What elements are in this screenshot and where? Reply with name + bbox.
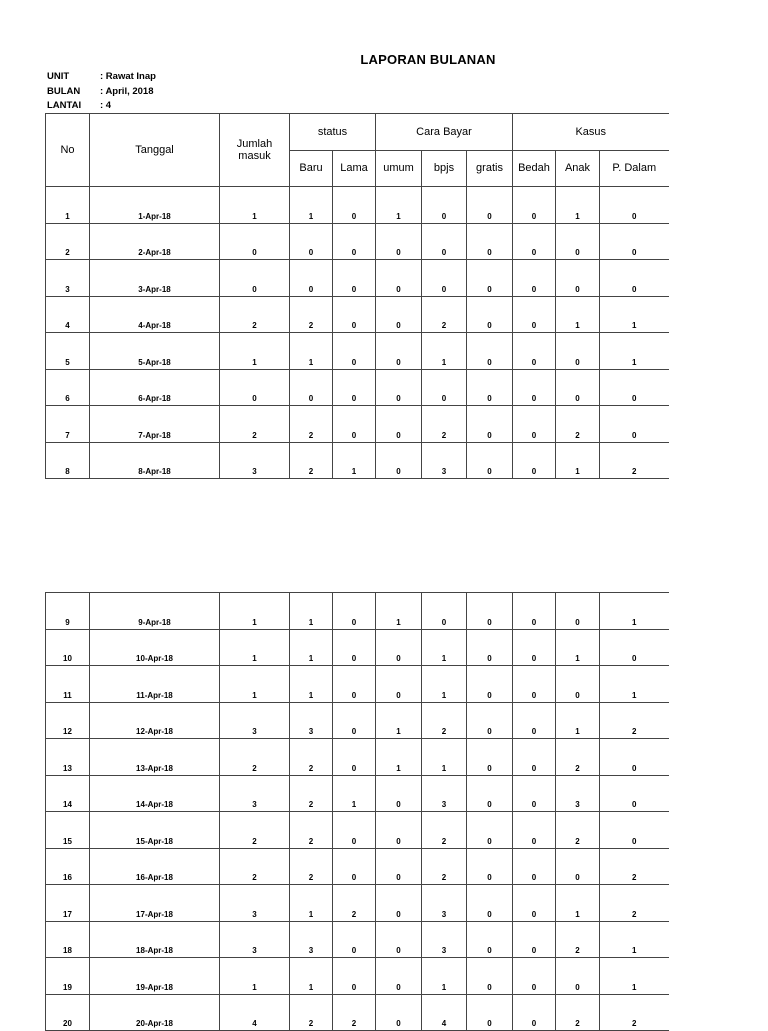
cell-umum: 1 — [376, 187, 422, 224]
meta-bulan — [47, 85, 156, 100]
header-p-dalam: P. Dalam — [600, 150, 669, 187]
table-row — [46, 812, 669, 849]
table-row — [46, 958, 669, 995]
cell-anak: 2 — [556, 994, 600, 1031]
cell-lama: 0 — [333, 593, 376, 630]
cell-lama: 0 — [333, 848, 376, 885]
cell-tanggal: 2-Apr-18 — [90, 223, 220, 260]
table-row — [46, 296, 669, 333]
cell-bedah: 0 — [513, 296, 556, 333]
cell-anak: 1 — [556, 442, 600, 479]
cell-tanggal: 14-Apr-18 — [90, 775, 220, 812]
cell-baru: 1 — [290, 958, 333, 995]
cell-tanggal: 12-Apr-18 — [90, 702, 220, 739]
cell-bedah: 0 — [513, 187, 556, 224]
cell-umum: 1 — [376, 739, 422, 776]
cell-tanggal: 16-Apr-18 — [90, 848, 220, 885]
cell-bpjs: 4 — [422, 994, 467, 1031]
cell-baru: 0 — [290, 260, 333, 297]
table-row — [46, 187, 669, 224]
cell-lama: 0 — [333, 223, 376, 260]
table-row — [46, 702, 669, 739]
cell-umum: 0 — [376, 406, 422, 443]
cell-bedah: 0 — [513, 369, 556, 406]
cell-anak: 0 — [556, 369, 600, 406]
cell-jumlah-masuk: 0 — [220, 223, 290, 260]
cell-bedah: 0 — [513, 812, 556, 849]
cell-p-dalam: 0 — [600, 223, 669, 260]
header-umum: umum — [376, 150, 422, 187]
meta-lantai — [47, 99, 156, 114]
cell-bpjs: 0 — [422, 369, 467, 406]
cell-lama: 2 — [333, 994, 376, 1031]
table-row — [46, 848, 669, 885]
cell-no: 12 — [46, 702, 90, 739]
cell-gratis: 0 — [467, 333, 513, 370]
cell-anak: 1 — [556, 885, 600, 922]
cell-jumlah-masuk: 3 — [220, 775, 290, 812]
cell-gratis: 0 — [467, 885, 513, 922]
cell-lama: 0 — [333, 702, 376, 739]
cell-lama: 0 — [333, 369, 376, 406]
table-row — [46, 406, 669, 443]
meta-key: BULAN — [47, 85, 81, 97]
cell-jumlah-masuk: 3 — [220, 702, 290, 739]
table-row — [46, 666, 669, 703]
cell-tanggal: 7-Apr-18 — [90, 406, 220, 443]
report-table-page-2 — [45, 592, 669, 1031]
table-row — [46, 994, 669, 1031]
cell-bedah: 0 — [513, 739, 556, 776]
cell-umum: 0 — [376, 994, 422, 1031]
cell-bedah: 0 — [513, 702, 556, 739]
table-row — [46, 775, 669, 812]
cell-umum: 1 — [376, 702, 422, 739]
cell-jumlah-masuk: 2 — [220, 406, 290, 443]
cell-tanggal: 9-Apr-18 — [90, 593, 220, 630]
cell-gratis: 0 — [467, 260, 513, 297]
cell-tanggal: 19-Apr-18 — [90, 958, 220, 995]
header-status: status — [290, 114, 376, 151]
cell-anak: 0 — [556, 260, 600, 297]
cell-tanggal: 6-Apr-18 — [90, 369, 220, 406]
cell-bpjs: 1 — [422, 333, 467, 370]
header-tanggal: Tanggal — [90, 114, 220, 187]
cell-tanggal: 11-Apr-18 — [90, 666, 220, 703]
cell-gratis: 0 — [467, 187, 513, 224]
cell-baru: 3 — [290, 702, 333, 739]
cell-no: 20 — [46, 994, 90, 1031]
cell-gratis: 0 — [467, 739, 513, 776]
header-bedah: Bedah — [513, 150, 556, 187]
cell-gratis: 0 — [467, 296, 513, 333]
cell-p-dalam: 2 — [600, 885, 669, 922]
cell-jumlah-masuk: 1 — [220, 666, 290, 703]
cell-no: 19 — [46, 958, 90, 995]
cell-anak: 0 — [556, 333, 600, 370]
meta-key: LANTAI — [47, 100, 82, 111]
cell-umum: 0 — [376, 260, 422, 297]
cell-lama: 0 — [333, 333, 376, 370]
cell-bpjs: 1 — [422, 958, 467, 995]
cell-p-dalam: 0 — [600, 406, 669, 443]
cell-tanggal: 10-Apr-18 — [90, 629, 220, 666]
cell-baru: 1 — [290, 629, 333, 666]
cell-lama: 1 — [333, 442, 376, 479]
cell-bpjs: 2 — [422, 296, 467, 333]
cell-anak: 0 — [556, 848, 600, 885]
table-row — [46, 223, 669, 260]
cell-baru: 2 — [290, 406, 333, 443]
cell-umum: 0 — [376, 848, 422, 885]
cell-no: 17 — [46, 885, 90, 922]
table-row — [46, 442, 669, 479]
cell-tanggal: 13-Apr-18 — [90, 739, 220, 776]
table-row — [46, 921, 669, 958]
cell-gratis: 0 — [467, 848, 513, 885]
cell-lama: 0 — [333, 739, 376, 776]
cell-bedah: 0 — [513, 775, 556, 812]
table-body-page-2 — [46, 593, 669, 1031]
cell-anak: 0 — [556, 958, 600, 995]
cell-anak: 2 — [556, 921, 600, 958]
table-row — [46, 739, 669, 776]
cell-baru: 1 — [290, 885, 333, 922]
cell-no: 16 — [46, 848, 90, 885]
cell-p-dalam: 2 — [600, 442, 669, 479]
cell-lama: 1 — [333, 775, 376, 812]
cell-lama: 0 — [333, 187, 376, 224]
cell-bedah: 0 — [513, 260, 556, 297]
cell-anak: 0 — [556, 666, 600, 703]
cell-bedah: 0 — [513, 629, 556, 666]
cell-baru: 0 — [290, 369, 333, 406]
header-bpjs: bpjs — [422, 150, 467, 187]
cell-umum: 0 — [376, 296, 422, 333]
cell-umum: 0 — [376, 921, 422, 958]
cell-tanggal: 1-Apr-18 — [90, 187, 220, 224]
cell-bpjs: 1 — [422, 666, 467, 703]
cell-lama: 0 — [333, 260, 376, 297]
cell-jumlah-masuk: 1 — [220, 187, 290, 224]
cell-anak: 1 — [556, 702, 600, 739]
cell-no: 9 — [46, 593, 90, 630]
cell-bpjs: 2 — [422, 848, 467, 885]
cell-umum: 0 — [376, 885, 422, 922]
cell-p-dalam: 2 — [600, 994, 669, 1031]
cell-p-dalam: 0 — [600, 739, 669, 776]
cell-no: 14 — [46, 775, 90, 812]
header-jumlah-line1: Jumlah — [236, 138, 273, 150]
report-meta — [47, 70, 156, 114]
cell-tanggal: 3-Apr-18 — [90, 260, 220, 297]
cell-jumlah-masuk: 0 — [220, 260, 290, 297]
cell-p-dalam: 1 — [600, 593, 669, 630]
table-row — [46, 333, 669, 370]
cell-anak: 1 — [556, 296, 600, 333]
cell-bedah: 0 — [513, 442, 556, 479]
cell-no: 2 — [46, 223, 90, 260]
cell-jumlah-masuk: 2 — [220, 296, 290, 333]
cell-bpjs: 2 — [422, 406, 467, 443]
cell-no: 8 — [46, 442, 90, 479]
cell-jumlah-masuk: 3 — [220, 921, 290, 958]
cell-anak: 2 — [556, 739, 600, 776]
cell-no: 1 — [46, 187, 90, 224]
cell-umum: 0 — [376, 958, 422, 995]
cell-umum: 0 — [376, 812, 422, 849]
cell-baru: 1 — [290, 333, 333, 370]
cell-no: 7 — [46, 406, 90, 443]
cell-anak: 0 — [556, 223, 600, 260]
header-gratis: gratis — [467, 150, 513, 187]
cell-p-dalam: 0 — [600, 260, 669, 297]
cell-umum: 0 — [376, 666, 422, 703]
cell-no: 13 — [46, 739, 90, 776]
cell-gratis: 0 — [467, 223, 513, 260]
cell-baru: 1 — [290, 187, 333, 224]
meta-value: : Rawat Inap — [100, 71, 156, 82]
cell-p-dalam: 0 — [600, 775, 669, 812]
cell-baru: 3 — [290, 921, 333, 958]
cell-gratis: 0 — [467, 994, 513, 1031]
header-jumlah-line2: masuk — [238, 150, 271, 162]
cell-baru: 2 — [290, 775, 333, 812]
cell-baru: 1 — [290, 666, 333, 703]
cell-no: 4 — [46, 296, 90, 333]
cell-bpjs: 3 — [422, 885, 467, 922]
cell-gratis: 0 — [467, 958, 513, 995]
cell-bedah: 0 — [513, 406, 556, 443]
cell-umum: 0 — [376, 333, 422, 370]
cell-umum: 0 — [376, 775, 422, 812]
cell-baru: 2 — [290, 812, 333, 849]
cell-no: 15 — [46, 812, 90, 849]
cell-gratis: 0 — [467, 406, 513, 443]
cell-bpjs: 1 — [422, 739, 467, 776]
cell-bedah: 0 — [513, 994, 556, 1031]
cell-jumlah-masuk: 3 — [220, 442, 290, 479]
cell-bpjs: 1 — [422, 629, 467, 666]
cell-jumlah-masuk: 0 — [220, 369, 290, 406]
cell-tanggal: 4-Apr-18 — [90, 296, 220, 333]
header-kasus: Kasus — [513, 114, 669, 151]
cell-jumlah-masuk: 1 — [220, 333, 290, 370]
cell-baru: 2 — [290, 442, 333, 479]
table-row — [46, 369, 669, 406]
header-anak: Anak — [556, 150, 600, 187]
cell-baru: 1 — [290, 593, 333, 630]
cell-lama: 0 — [333, 666, 376, 703]
table-row — [46, 629, 669, 666]
cell-anak: 2 — [556, 812, 600, 849]
cell-bedah: 0 — [513, 885, 556, 922]
cell-p-dalam: 0 — [600, 187, 669, 224]
table-row — [46, 885, 669, 922]
cell-gratis: 0 — [467, 702, 513, 739]
cell-tanggal: 18-Apr-18 — [90, 921, 220, 958]
cell-jumlah-masuk: 1 — [220, 958, 290, 995]
cell-jumlah-masuk: 1 — [220, 593, 290, 630]
cell-p-dalam: 1 — [600, 958, 669, 995]
cell-bpjs: 0 — [422, 260, 467, 297]
cell-baru: 2 — [290, 848, 333, 885]
cell-bedah: 0 — [513, 593, 556, 630]
cell-bedah: 0 — [513, 921, 556, 958]
cell-p-dalam: 0 — [600, 369, 669, 406]
cell-lama: 0 — [333, 296, 376, 333]
cell-bedah: 0 — [513, 333, 556, 370]
cell-jumlah-masuk: 1 — [220, 629, 290, 666]
cell-gratis: 0 — [467, 369, 513, 406]
cell-p-dalam: 1 — [600, 333, 669, 370]
cell-tanggal: 20-Apr-18 — [90, 994, 220, 1031]
cell-p-dalam: 2 — [600, 848, 669, 885]
cell-anak: 1 — [556, 187, 600, 224]
table-row — [46, 593, 669, 630]
cell-gratis: 0 — [467, 593, 513, 630]
header-jumlah-masuk — [220, 114, 290, 187]
cell-no: 3 — [46, 260, 90, 297]
cell-umum: 0 — [376, 223, 422, 260]
cell-p-dalam: 1 — [600, 921, 669, 958]
cell-bedah: 0 — [513, 848, 556, 885]
cell-gratis: 0 — [467, 921, 513, 958]
header-baru: Baru — [290, 150, 333, 187]
table-body-page-1 — [46, 187, 669, 479]
cell-gratis: 0 — [467, 629, 513, 666]
cell-lama: 0 — [333, 812, 376, 849]
cell-anak: 2 — [556, 406, 600, 443]
header-no: No — [46, 114, 90, 187]
cell-tanggal: 15-Apr-18 — [90, 812, 220, 849]
meta-value: : 4 — [100, 100, 112, 111]
report-title: LAPORAN BULANAN — [360, 52, 496, 67]
cell-no: 10 — [46, 629, 90, 666]
cell-p-dalam: 2 — [600, 702, 669, 739]
cell-jumlah-masuk: 2 — [220, 848, 290, 885]
cell-no: 18 — [46, 921, 90, 958]
cell-no: 11 — [46, 666, 90, 703]
cell-lama: 2 — [333, 885, 376, 922]
cell-jumlah-masuk: 2 — [220, 739, 290, 776]
cell-tanggal: 8-Apr-18 — [90, 442, 220, 479]
header-cara-bayar: Cara Bayar — [376, 114, 513, 151]
cell-bedah: 0 — [513, 958, 556, 995]
cell-p-dalam: 1 — [600, 666, 669, 703]
cell-p-dalam: 0 — [600, 629, 669, 666]
cell-gratis: 0 — [467, 442, 513, 479]
cell-anak: 3 — [556, 775, 600, 812]
cell-bpjs: 3 — [422, 775, 467, 812]
cell-umum: 1 — [376, 593, 422, 630]
cell-jumlah-masuk: 2 — [220, 812, 290, 849]
cell-lama: 0 — [333, 921, 376, 958]
cell-bpjs: 0 — [422, 593, 467, 630]
cell-gratis: 0 — [467, 666, 513, 703]
cell-umum: 0 — [376, 629, 422, 666]
cell-bpjs: 3 — [422, 442, 467, 479]
cell-bpjs: 0 — [422, 187, 467, 224]
cell-bpjs: 0 — [422, 223, 467, 260]
cell-tanggal: 5-Apr-18 — [90, 333, 220, 370]
cell-bpjs: 2 — [422, 812, 467, 849]
cell-umum: 0 — [376, 369, 422, 406]
meta-key: UNIT — [47, 71, 70, 82]
cell-bedah: 0 — [513, 666, 556, 703]
cell-baru: 2 — [290, 296, 333, 333]
cell-bedah: 0 — [513, 223, 556, 260]
cell-gratis: 0 — [467, 812, 513, 849]
cell-baru: 2 — [290, 994, 333, 1031]
cell-gratis: 0 — [467, 775, 513, 812]
cell-jumlah-masuk: 3 — [220, 885, 290, 922]
cell-bpjs: 2 — [422, 702, 467, 739]
report-table-page-1 — [45, 113, 669, 479]
meta-unit — [47, 70, 156, 85]
cell-anak: 0 — [556, 593, 600, 630]
cell-p-dalam: 1 — [600, 296, 669, 333]
cell-baru: 0 — [290, 223, 333, 260]
cell-lama: 0 — [333, 629, 376, 666]
cell-lama: 0 — [333, 406, 376, 443]
cell-lama: 0 — [333, 958, 376, 995]
cell-umum: 0 — [376, 442, 422, 479]
meta-value: : April, 2018 — [100, 85, 154, 97]
header-lama: Lama — [333, 150, 376, 187]
table-row — [46, 260, 669, 297]
cell-tanggal: 17-Apr-18 — [90, 885, 220, 922]
cell-baru: 2 — [290, 739, 333, 776]
cell-p-dalam: 0 — [600, 812, 669, 849]
cell-anak: 1 — [556, 629, 600, 666]
cell-bpjs: 3 — [422, 921, 467, 958]
cell-no: 5 — [46, 333, 90, 370]
cell-no: 6 — [46, 369, 90, 406]
cell-jumlah-masuk: 4 — [220, 994, 290, 1031]
